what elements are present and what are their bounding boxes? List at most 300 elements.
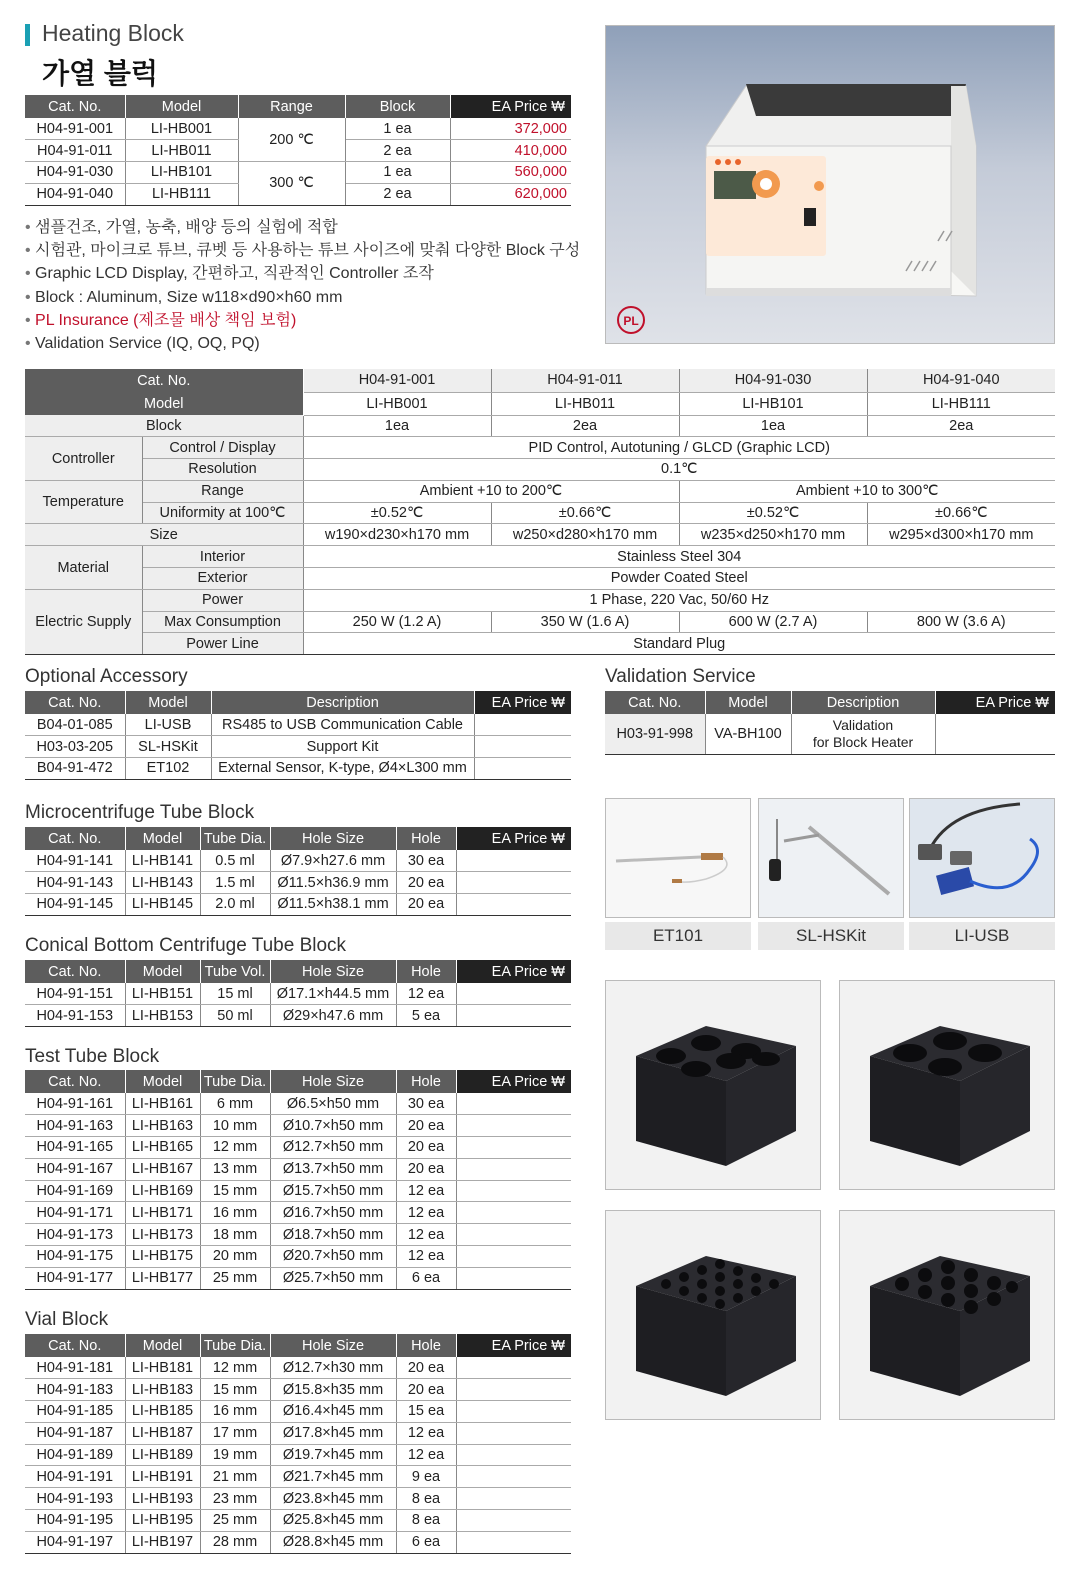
- table-cell: LI-HB185: [125, 1401, 200, 1423]
- price: 410,000: [450, 140, 571, 162]
- table-cell: Ø20.7×h50 mm: [270, 1246, 396, 1268]
- table-cell: 20 ea: [396, 894, 456, 916]
- table-cell: 1.5 ml: [200, 872, 270, 894]
- table-cell: LI-HB151: [125, 983, 200, 1005]
- table-cell: LI-HB189: [125, 1444, 200, 1466]
- spec-value: 1 Phase, 220 Vac, 50/60 Hz: [303, 589, 1055, 611]
- table-cell: Ø17.1×h44.5 mm: [270, 983, 396, 1005]
- main-price-table: [25, 95, 571, 206]
- spec-label: Power: [142, 589, 303, 611]
- spec-group-label: Controller: [25, 437, 142, 481]
- spec-value: w250×d280×h170 mm: [491, 524, 679, 546]
- spec-value: Ambient +10 to 300℃: [679, 480, 1055, 502]
- cell: SL-HSKit: [125, 736, 211, 758]
- table-cell: H04-91-189: [25, 1444, 125, 1466]
- table-cell: 6 mm: [200, 1093, 270, 1115]
- cell: H03-03-205: [25, 736, 125, 758]
- table-cell: LI-HB153: [125, 1005, 200, 1027]
- table-cell: [456, 1531, 571, 1553]
- price: 560,000: [450, 162, 571, 184]
- model: LI-HB101: [125, 162, 238, 184]
- cell: for Block Heater: [812, 733, 914, 750]
- price: 372,000: [450, 118, 571, 140]
- cell: VA-BH100: [705, 714, 791, 754]
- table-cell: H04-91-175: [25, 1246, 125, 1268]
- micro-table: [25, 827, 571, 916]
- table-row: [25, 1444, 571, 1466]
- table-cell: [456, 1379, 571, 1401]
- table-cell: 20 ea: [396, 872, 456, 894]
- table-cell: [456, 872, 571, 894]
- table-cell: H04-91-145: [25, 894, 125, 916]
- table-cell: H04-91-173: [25, 1224, 125, 1246]
- spec-cat-label: Cat. No.: [25, 369, 303, 392]
- spec-value: Standard Plug: [303, 633, 1055, 655]
- spec-value: 1ea: [679, 415, 867, 437]
- table-cell: 2.0 ml: [200, 894, 270, 916]
- title-accent-bar: [25, 24, 30, 46]
- col-header: Model: [125, 1070, 200, 1093]
- table-cell: Ø23.8×h45 mm: [270, 1488, 396, 1510]
- spec-value: w235×d250×h170 mm: [679, 524, 867, 546]
- table-cell: LI-HB163: [125, 1115, 200, 1137]
- table-cell: 12 ea: [396, 983, 456, 1005]
- optional-title: Optional Accessory: [25, 666, 188, 687]
- table-cell: 15 mm: [200, 1180, 270, 1202]
- table-cell: [456, 1267, 571, 1289]
- spec-value: 250 W (1.2 A): [303, 611, 491, 633]
- table-cell: Ø25.8×h45 mm: [270, 1510, 396, 1532]
- col-header: Hole: [396, 827, 456, 850]
- table-row: [25, 894, 571, 916]
- table-cell: LI-HB177: [125, 1267, 200, 1289]
- model: LI-HB011: [125, 140, 238, 162]
- table-cell: 15 ea: [396, 1401, 456, 1423]
- table-cell: Ø16.7×h50 mm: [270, 1202, 396, 1224]
- table-row: [25, 118, 571, 140]
- table-row: [25, 1005, 571, 1027]
- col-header: Cat. No.: [25, 1070, 125, 1093]
- optional-table: [25, 691, 571, 780]
- spec-model-label: Model: [25, 392, 303, 415]
- col-header: Hole Size: [270, 1334, 396, 1357]
- table-cell: 12 mm: [200, 1137, 270, 1159]
- aluminum-block-20hole-icon: [606, 1211, 822, 1421]
- spec-model: LI-HB101: [679, 392, 867, 415]
- spec-label: Max Consumption: [142, 611, 303, 633]
- table-row: [25, 736, 571, 758]
- spec-value: Powder Coated Steel: [303, 568, 1055, 590]
- table-cell: H04-91-197: [25, 1531, 125, 1553]
- sl-hskit-photo: [758, 798, 904, 918]
- cell: ET102: [125, 758, 211, 780]
- table-cell: LI-HB167: [125, 1158, 200, 1180]
- spec-model: LI-HB001: [303, 392, 491, 415]
- col-header: Cat. No.: [605, 691, 705, 714]
- table-row: [25, 1267, 571, 1289]
- table-cell: 17 mm: [200, 1422, 270, 1444]
- cat-no: H04-91-040: [25, 183, 125, 205]
- cell: B04-91-472: [25, 758, 125, 780]
- table-cell: 25 mm: [200, 1510, 270, 1532]
- col-header: Model: [125, 827, 200, 850]
- spec-value: w190×d230×h170 mm: [303, 524, 491, 546]
- table-row: [25, 1158, 571, 1180]
- table-cell: 30 ea: [396, 850, 456, 872]
- table-cell: LI-HB143: [125, 872, 200, 894]
- table-cell: Ø17.8×h45 mm: [270, 1422, 396, 1444]
- cat-no: H04-91-001: [25, 118, 125, 140]
- spec-cat: H04-91-001: [303, 369, 491, 392]
- col-header: Description: [211, 691, 474, 714]
- table-cell: Ø28.8×h45 mm: [270, 1531, 396, 1553]
- table-cell: [456, 1488, 571, 1510]
- table-cell: [456, 1246, 571, 1268]
- feature-item: • 샘플건조, 가열, 농축, 배양 등의 실험에 적합: [25, 216, 580, 239]
- table-cell: 20 ea: [396, 1137, 456, 1159]
- table-cell: [456, 1422, 571, 1444]
- table-cell: H04-91-191: [25, 1466, 125, 1488]
- table-cell: H04-91-161: [25, 1093, 125, 1115]
- table-cell: Ø29×h47.6 mm: [270, 1005, 396, 1027]
- col-header: Hole Size: [270, 827, 396, 850]
- table-cell: LI-HB193: [125, 1488, 200, 1510]
- cat-no: H04-91-030: [25, 162, 125, 184]
- spec-value: 350 W (1.6 A): [491, 611, 679, 633]
- cat-no: H04-91-011: [25, 140, 125, 162]
- table-row: [25, 162, 571, 184]
- col-header: EA Price ₩: [474, 691, 571, 714]
- table-cell: [456, 1180, 571, 1202]
- table-cell: 12 ea: [396, 1180, 456, 1202]
- spec-value: ±0.52℃: [679, 502, 867, 524]
- feature-item: • Graphic LCD Display, 간편하고, 직관적인 Controller 조작: [25, 262, 580, 285]
- table-cell: 12 ea: [396, 1444, 456, 1466]
- spec-label: Power Line: [142, 633, 303, 655]
- aluminum-block-6hole-icon: [606, 981, 822, 1191]
- conical-table: [25, 960, 571, 1027]
- table-cell: 12 ea: [396, 1224, 456, 1246]
- table-cell: 28 mm: [200, 1531, 270, 1553]
- table-cell: H04-91-143: [25, 872, 125, 894]
- col-header: Block: [345, 95, 450, 118]
- feature-item: • PL Insurance (제조물 배상 책임 보험): [25, 309, 580, 332]
- table-cell: LI-HB195: [125, 1510, 200, 1532]
- table-cell: H04-91-187: [25, 1422, 125, 1444]
- table-cell: [456, 1444, 571, 1466]
- validation-title: Validation Service: [605, 666, 756, 687]
- table-cell: 16 mm: [200, 1202, 270, 1224]
- table-cell: 23 mm: [200, 1488, 270, 1510]
- feature-item: • 시험관, 마이크로 튜브, 큐벳 등 사용하는 튜브 사이즈에 맞춰 다양한 Block 구성: [25, 239, 580, 262]
- cell: H03-91-998: [605, 714, 705, 754]
- model: LI-HB001: [125, 118, 238, 140]
- spec-label: Exterior: [142, 568, 303, 590]
- spec-model: LI-HB111: [867, 392, 1055, 415]
- spec-value: 800 W (3.6 A): [867, 611, 1055, 633]
- table-cell: LI-HB141: [125, 850, 200, 872]
- table-cell: LI-HB165: [125, 1137, 200, 1159]
- table-cell: [456, 1401, 571, 1423]
- table-cell: 19 mm: [200, 1444, 270, 1466]
- table-cell: 15 mm: [200, 1379, 270, 1401]
- col-header: Model: [705, 691, 791, 714]
- range: 200 ℃: [238, 118, 345, 162]
- table-cell: 21 mm: [200, 1466, 270, 1488]
- table-cell: 16 mm: [200, 1401, 270, 1423]
- col-header: EA Price ₩: [935, 691, 1055, 714]
- block: 2 ea: [345, 140, 450, 162]
- table-row: [25, 1115, 571, 1137]
- col-header: Model: [125, 691, 211, 714]
- page-title-ko: 가열 블럭: [42, 58, 158, 89]
- table-cell: [456, 1005, 571, 1027]
- spec-value: Ambient +10 to 200℃: [303, 480, 679, 502]
- block-photo-5hole: [839, 980, 1055, 1190]
- table-cell: 13 mm: [200, 1158, 270, 1180]
- table-cell: [456, 1224, 571, 1246]
- table-row: [605, 714, 1055, 754]
- table-cell: [456, 1510, 571, 1532]
- vial-table: [25, 1334, 571, 1554]
- table-row: [25, 1246, 571, 1268]
- li-usb-caption: LI-USB: [909, 922, 1055, 950]
- micro-title: Microcentrifuge Tube Block: [25, 802, 255, 823]
- table-cell: Ø15.8×h35 mm: [270, 1379, 396, 1401]
- table-row: [25, 1510, 571, 1532]
- range: 300 ℃: [238, 162, 345, 206]
- et101-caption: ET101: [605, 922, 751, 950]
- cell: RS485 to USB Communication Cable: [211, 714, 474, 736]
- validation-table: [605, 691, 1055, 755]
- cell: [935, 714, 1055, 754]
- cell: B04-01-085: [25, 714, 125, 736]
- table-cell: LI-HB181: [125, 1357, 200, 1379]
- pl-badge-label: PL: [623, 314, 639, 328]
- table-cell: H04-91-193: [25, 1488, 125, 1510]
- table-cell: 25 mm: [200, 1267, 270, 1289]
- col-header: EA Price ₩: [456, 960, 571, 983]
- li-usb-photo: [909, 798, 1055, 918]
- spec-label: Resolution: [142, 459, 303, 481]
- table-cell: Ø16.4×h45 mm: [270, 1401, 396, 1423]
- block-photo-12hole: [839, 1210, 1055, 1420]
- table-cell: [456, 983, 571, 1005]
- heating-block-illustration: [606, 26, 1056, 345]
- table-cell: H04-91-141: [25, 850, 125, 872]
- usb-cable-icon: [910, 799, 1056, 919]
- vial-title: Vial Block: [25, 1309, 109, 1330]
- table-cell: Ø6.5×h50 mm: [270, 1093, 396, 1115]
- spec-value: ±0.66℃: [867, 502, 1055, 524]
- table-cell: [456, 1357, 571, 1379]
- table-cell: 12 mm: [200, 1357, 270, 1379]
- spec-value: 2ea: [491, 415, 679, 437]
- block: 1 ea: [345, 162, 450, 184]
- table-row: [25, 1488, 571, 1510]
- sl-hskit-caption: SL-HSKit: [758, 922, 904, 950]
- page-title-en: Heating Block: [42, 20, 184, 46]
- spec-value: ±0.52℃: [303, 502, 491, 524]
- cell: [474, 714, 571, 736]
- col-header: Model: [125, 960, 200, 983]
- col-header: EA Price ₩: [456, 1070, 571, 1093]
- table-cell: [456, 1137, 571, 1159]
- spec-value: w295×d300×h170 mm: [867, 524, 1055, 546]
- col-header: Hole: [396, 960, 456, 983]
- table-cell: LI-HB191: [125, 1466, 200, 1488]
- spec-label: Control / Display: [142, 437, 303, 459]
- cell: Validation: [832, 716, 894, 733]
- feature-list: [25, 216, 580, 355]
- spec-label: Range: [142, 480, 303, 502]
- table-cell: [456, 1466, 571, 1488]
- feature-item: • Validation Service (IQ, OQ, PQ): [25, 332, 580, 355]
- table-cell: Ø25.7×h50 mm: [270, 1267, 396, 1289]
- spec-table: [25, 369, 1055, 655]
- price: 620,000: [450, 183, 571, 205]
- table-row: [25, 714, 571, 736]
- table-row: [25, 1202, 571, 1224]
- table-cell: 9 ea: [396, 1466, 456, 1488]
- block: 1 ea: [345, 118, 450, 140]
- testtube-table: [25, 1070, 571, 1290]
- table-cell: LI-HB145: [125, 894, 200, 916]
- col-header: Tube Dia.: [200, 1334, 270, 1357]
- table-cell: 15 ml: [200, 983, 270, 1005]
- table-cell: LI-HB171: [125, 1202, 200, 1224]
- table-cell: Ø18.7×h50 mm: [270, 1224, 396, 1246]
- table-row: [25, 1224, 571, 1246]
- table-cell: Ø12.7×h50 mm: [270, 1137, 396, 1159]
- table-row: [25, 1379, 571, 1401]
- spec-model: LI-HB011: [491, 392, 679, 415]
- table-cell: 20 ea: [396, 1158, 456, 1180]
- table-cell: LI-HB187: [125, 1422, 200, 1444]
- col-header: Hole: [396, 1334, 456, 1357]
- col-header: Model: [125, 1334, 200, 1357]
- table-cell: H04-91-195: [25, 1510, 125, 1532]
- table-cell: [456, 1093, 571, 1115]
- table-cell: H04-91-151: [25, 983, 125, 1005]
- table-row: [25, 1422, 571, 1444]
- table-cell: 10 mm: [200, 1115, 270, 1137]
- table-cell: LI-HB175: [125, 1246, 200, 1268]
- table-cell: LI-HB183: [125, 1379, 200, 1401]
- table-row: [25, 1466, 571, 1488]
- spec-value: 600 W (2.7 A): [679, 611, 867, 633]
- table-row: [25, 1531, 571, 1553]
- col-header: Cat. No.: [25, 1334, 125, 1357]
- table-cell: Ø21.7×h45 mm: [270, 1466, 396, 1488]
- table-cell: [456, 1158, 571, 1180]
- model: LI-HB111: [125, 183, 238, 205]
- col-header: Tube Vol.: [200, 960, 270, 983]
- block: 2 ea: [345, 183, 450, 205]
- table-cell: 50 ml: [200, 1005, 270, 1027]
- col-header: Model: [125, 95, 238, 118]
- table-cell: 12 ea: [396, 1202, 456, 1224]
- spec-cat: H04-91-040: [867, 369, 1055, 392]
- spec-group-label: Electric Supply: [25, 589, 142, 654]
- spec-group-label: Temperature: [25, 480, 142, 524]
- table-cell: [456, 850, 571, 872]
- table-row: [25, 1180, 571, 1202]
- spec-value: 2ea: [867, 415, 1055, 437]
- table-cell: Ø7.9×h27.6 mm: [270, 850, 396, 872]
- table-cell: 18 mm: [200, 1224, 270, 1246]
- table-cell: [456, 1202, 571, 1224]
- cell: External Sensor, K-type, Ø4×L300 mm: [211, 758, 474, 780]
- col-header: Cat. No.: [25, 95, 125, 118]
- table-row: [25, 1357, 571, 1379]
- table-cell: H04-91-165: [25, 1137, 125, 1159]
- block-photo-20hole: [605, 1210, 821, 1420]
- spec-value: ±0.66℃: [491, 502, 679, 524]
- table-row: [25, 758, 571, 780]
- table-cell: LI-HB161: [125, 1093, 200, 1115]
- table-cell: 8 ea: [396, 1488, 456, 1510]
- spec-group-label: Material: [25, 546, 142, 590]
- table-row: [25, 1401, 571, 1423]
- spec-label: Uniformity at 100℃: [142, 502, 303, 524]
- table-cell: [456, 894, 571, 916]
- table-cell: H04-91-167: [25, 1158, 125, 1180]
- table-row: [25, 1137, 571, 1159]
- table-row: [25, 850, 571, 872]
- col-header: Hole Size: [270, 960, 396, 983]
- table-cell: H04-91-181: [25, 1357, 125, 1379]
- col-header: Range: [238, 95, 345, 118]
- table-cell: 6 ea: [396, 1531, 456, 1553]
- testtube-title: Test Tube Block: [25, 1046, 160, 1067]
- col-header: Cat. No.: [25, 960, 125, 983]
- table-cell: 5 ea: [396, 1005, 456, 1027]
- cell: [474, 758, 571, 780]
- table-cell: 0.5 ml: [200, 850, 270, 872]
- spec-value: Stainless Steel 304: [303, 546, 1055, 568]
- cell: LI-USB: [125, 714, 211, 736]
- table-cell: LI-HB197: [125, 1531, 200, 1553]
- cell: [474, 736, 571, 758]
- col-header: Hole: [396, 1070, 456, 1093]
- spec-label: Interior: [142, 546, 303, 568]
- col-header: Cat. No.: [25, 827, 125, 850]
- table-row: [25, 1093, 571, 1115]
- col-header: Hole Size: [270, 1070, 396, 1093]
- table-cell: LI-HB169: [125, 1180, 200, 1202]
- table-cell: Ø13.7×h50 mm: [270, 1158, 396, 1180]
- aluminum-block-5hole-icon: [840, 981, 1056, 1191]
- table-row: [25, 872, 571, 894]
- spec-cat: H04-91-011: [491, 369, 679, 392]
- table-cell: 20 ea: [396, 1379, 456, 1401]
- table-cell: [456, 1115, 571, 1137]
- col-header: EA Price ₩: [456, 1334, 571, 1357]
- block-photo-6hole: [605, 980, 821, 1190]
- col-header: EA Price ₩: [450, 95, 571, 118]
- sensor-probe-icon: [606, 799, 752, 919]
- col-header: Tube Dia.: [200, 827, 270, 850]
- table-cell: 8 ea: [396, 1510, 456, 1532]
- spec-cat: H04-91-030: [679, 369, 867, 392]
- table-cell: LI-HB173: [125, 1224, 200, 1246]
- table-cell: Ø15.7×h50 mm: [270, 1180, 396, 1202]
- col-header: EA Price ₩: [456, 827, 571, 850]
- aluminum-block-12hole-icon: [840, 1211, 1056, 1421]
- table-cell: 12 ea: [396, 1422, 456, 1444]
- table-cell: H04-91-185: [25, 1401, 125, 1423]
